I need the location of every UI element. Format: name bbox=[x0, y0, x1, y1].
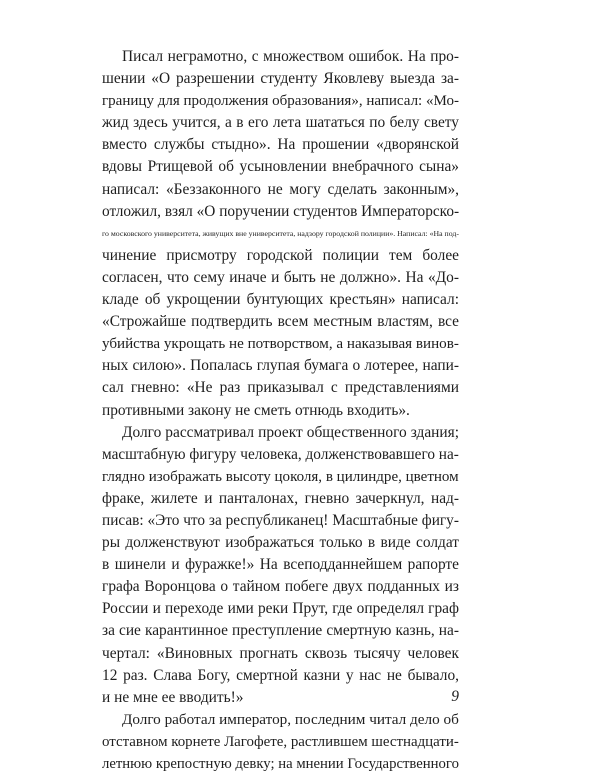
page-number: 9 bbox=[451, 688, 459, 705]
text-line: в шинели и фуражке!» На всеподданнейшем рапорте bbox=[102, 556, 459, 574]
text-line: глядно изображать высоту цоколя, в цилиндре, цветном bbox=[102, 468, 459, 485]
text-line: отставном корнете Лагофете, растлившем шестнадцати- bbox=[102, 733, 459, 750]
text-line: летнюю крепостную девку; на мнении Государственного bbox=[102, 756, 459, 772]
text-line: го московского университета, живущих вне университета, надзору городской полиции». Написал: «На под- bbox=[102, 228, 459, 238]
text-line: графа Воронцова о тайном побеге двух подданных из bbox=[102, 578, 459, 596]
text-line: Писал неграмотно, с множеством ошибок. На про- bbox=[122, 48, 459, 65]
text-line: написал: «Беззаконного не могу сделать законным», bbox=[102, 180, 459, 198]
text-line: Долго работал император, последним читал дело об bbox=[122, 710, 459, 728]
text-line: чертал: «Виновных прогнать сквозь тысячу человек bbox=[102, 644, 459, 662]
paragraph bbox=[102, 422, 459, 709]
text-line: согласен, что сему иначе и быть не должно». На «До- bbox=[102, 268, 459, 286]
paragraph bbox=[102, 46, 459, 422]
text-line: за сие карантинное преступление смертную казнь, на- bbox=[102, 622, 459, 640]
text-line: убийства укрощать не потворством, а наказывая винов- bbox=[102, 336, 459, 353]
text-line: жид здесь учится, а в его лета шататься по белу свету bbox=[102, 114, 459, 132]
text-line: сал гневно: «Не раз приказывал с представлениями bbox=[102, 379, 459, 397]
text-line: кладе об укрощении бунтующих крестьян» написал: bbox=[102, 291, 459, 309]
text-line: Долго рассматривал проект общественного здания; bbox=[122, 423, 459, 441]
text-line: вместо службы стыдно». На прошении «дворянской bbox=[102, 136, 459, 154]
text-line: границу для продолжения образования», написал: «Мо- bbox=[102, 93, 459, 110]
text-line: 12 раз. Слава Богу, смертной казни у нас не бывало, bbox=[102, 666, 459, 684]
text-line: фраке, жилете и панталонах, гневно зачеркнул, над- bbox=[102, 489, 459, 507]
text-line: вдовы Ртищевой об усыновлении внебрачного сына» bbox=[102, 158, 459, 176]
paragraph bbox=[102, 709, 459, 775]
text-line: ры долженствуют изображаться только в виде солдат bbox=[102, 534, 459, 552]
text-line: ных силою». Попалась глупая бумага о лотерее, напи- bbox=[102, 357, 459, 375]
text-line: писав: «Это что за республиканец! Масштабные фигу- bbox=[102, 511, 459, 529]
text-line: чинение присмотру городской полиции тем более bbox=[102, 246, 459, 264]
text-line: масштабную фигуру человека, долженствовавшего на- bbox=[102, 445, 459, 463]
text-line: противными закону не сметь отнюдь входить». bbox=[102, 401, 410, 419]
page-text bbox=[102, 46, 459, 775]
text-line: отложил, взял «О поручении студентов Императорско- bbox=[102, 202, 460, 220]
text-line: шении «О разрешении студенту Яковлеву выезда за- bbox=[102, 70, 459, 88]
text-line: «Строжайше подтвердить всем местным властям, все bbox=[102, 313, 459, 331]
text-line: и не мне ее вводить!» bbox=[102, 688, 244, 706]
text-line: России и переходе ими реки Прут, где определял граф bbox=[102, 600, 459, 618]
